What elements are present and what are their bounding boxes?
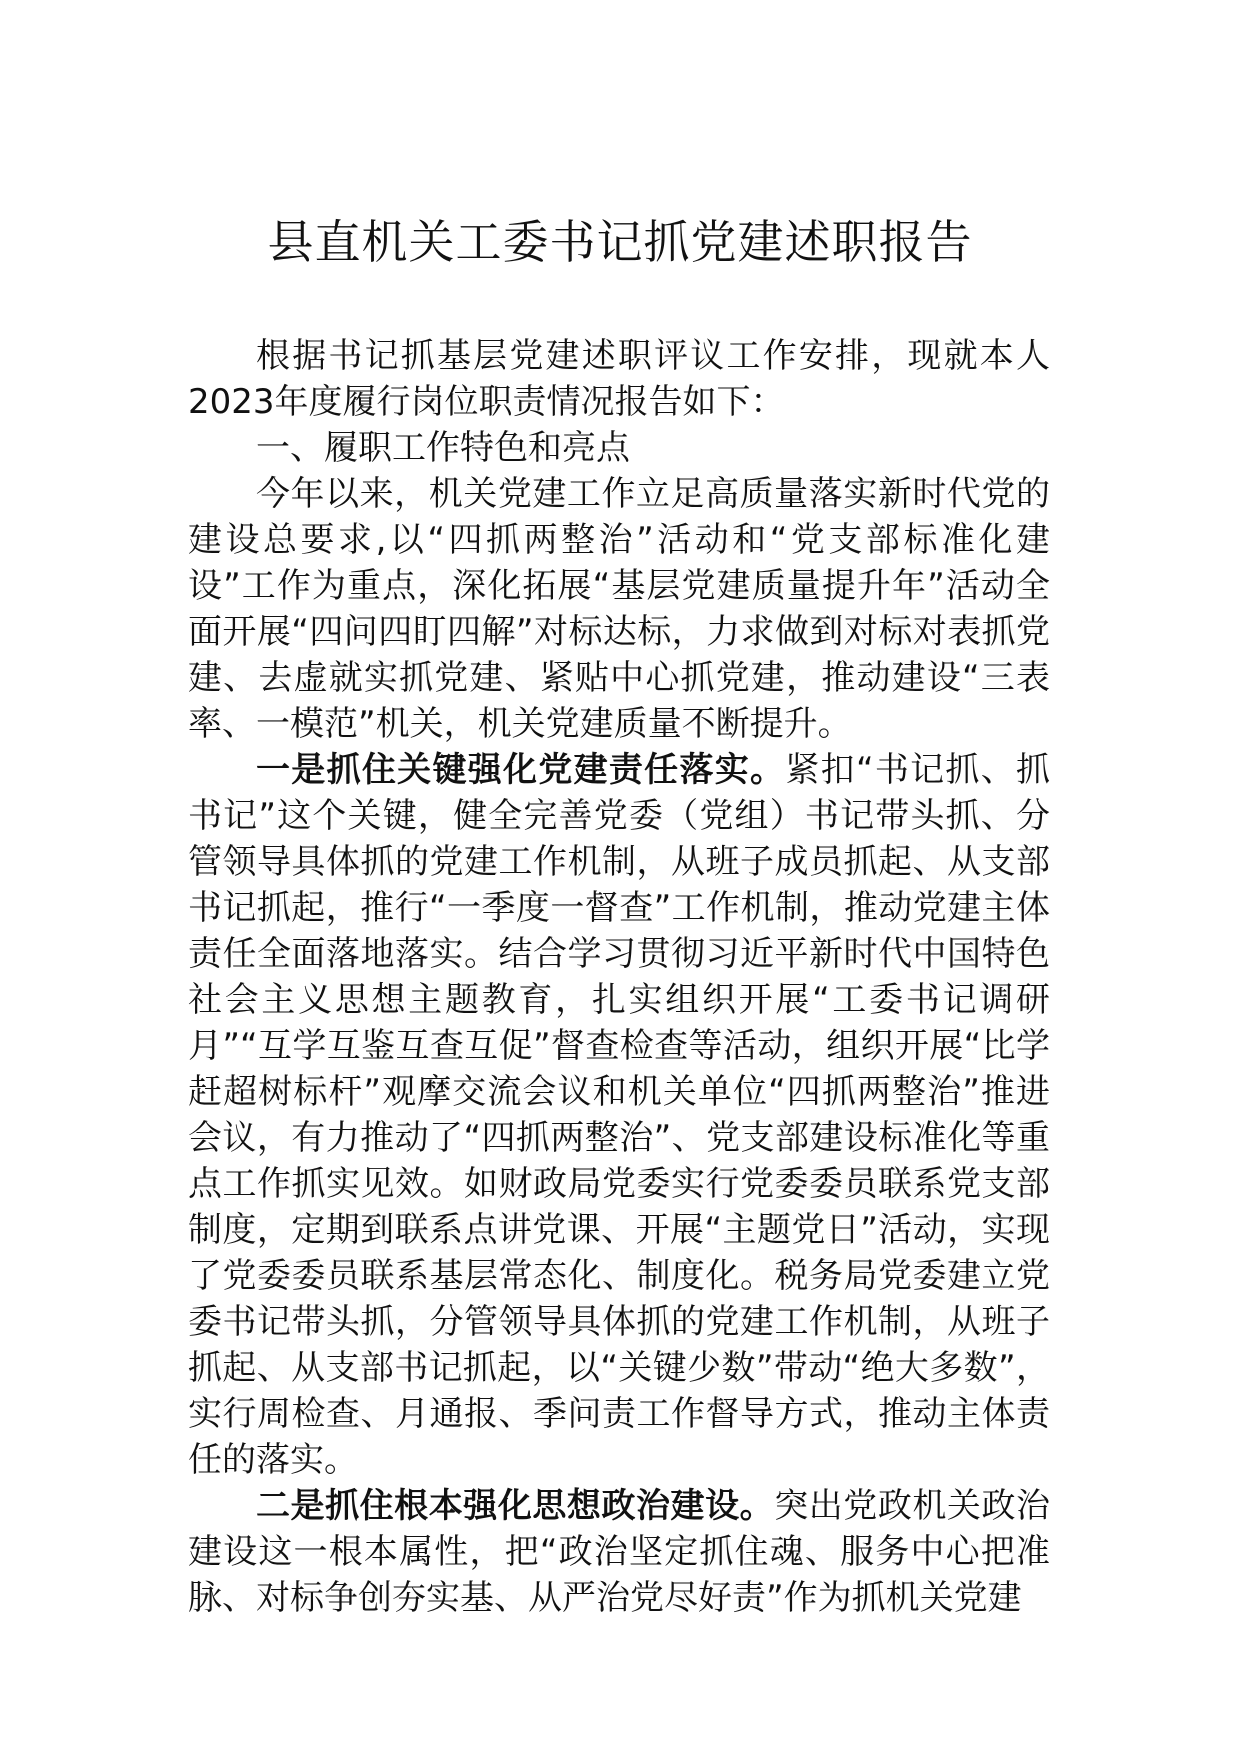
point-one-paragraph — [188, 747, 1050, 1483]
intro-paragraph: 根据书记抓基层党建述职评议工作安排，现就本人2023年度履行岗位职责情况报告如下： — [188, 336, 1050, 422]
document-body — [188, 333, 1050, 1621]
overview-paragraph: 今年以来，机关党建工作立足高质量落实新时代党的建设总要求,以“四抓两整治”活动和“党支部标准化建设”工作为重点，深化拓展“基层党建质量提升年”活动全面开展“四问四盯四解”对标达标，力求做到对标对表抓党建、去虚就实抓党建、紧贴中心抓党建，推动建设“三表率、一模范”机关，机关党建质量不断提升。 — [188, 474, 1050, 744]
point-two-lead: 二是抓住根本强化思想政治建设。 — [256, 1486, 775, 1526]
document-title: 县直机关工委书记抓党建述职报告 — [267, 215, 973, 269]
point-two-paragraph — [188, 1483, 1050, 1621]
section-heading: 一、履职工作特色和亮点 — [256, 428, 630, 468]
point-two-text: 突出党政机关政治建设这一根本属性，把“政治坚定抓住魂、服务中心把准脉、对标争创夯实基、从严治党尽好责”作为抓机关党建 — [188, 1486, 1051, 1618]
point-one-text: 紧扣“书记抓、抓书记”这个关键，健全完善党委（党组）书记带头抓、分管领导具体抓的党建工作机制，从班子成员抓起、从支部书记抓起，推行“一季度一督查”工作机制，推动党建主体责任全面落地落实。结合学习贯彻习近平新时代中国特色社会主义思想主题教育，扎实组织开展“工委书记调研月”“互学互鉴互查互促”督查检查等活动，组织开展“比学赶超树标杆”观摩交流会议和机关单位“四抓两整治”推进会议，有力推动了“四抓两整治”、党支部建设标准化等重点工作抓实见效。如财政局党委实行党委委员联系党支部制度，定期到联系点讲党课、开展“主题党日”活动，实现了党委委员联系基层常态化、制度化。税务局党委建立党委书记带头抓，分管领导具体抓的党建工作机制，从班子抓起、从支部书记抓起，以“关键少数”带动“绝大多数”，实行周检查、月通报、季问责工作督导方式，推动主体责任的落实。 — [188, 750, 1051, 1480]
point-one-lead: 一是抓住关键强化党建责任落实。 — [256, 750, 786, 790]
